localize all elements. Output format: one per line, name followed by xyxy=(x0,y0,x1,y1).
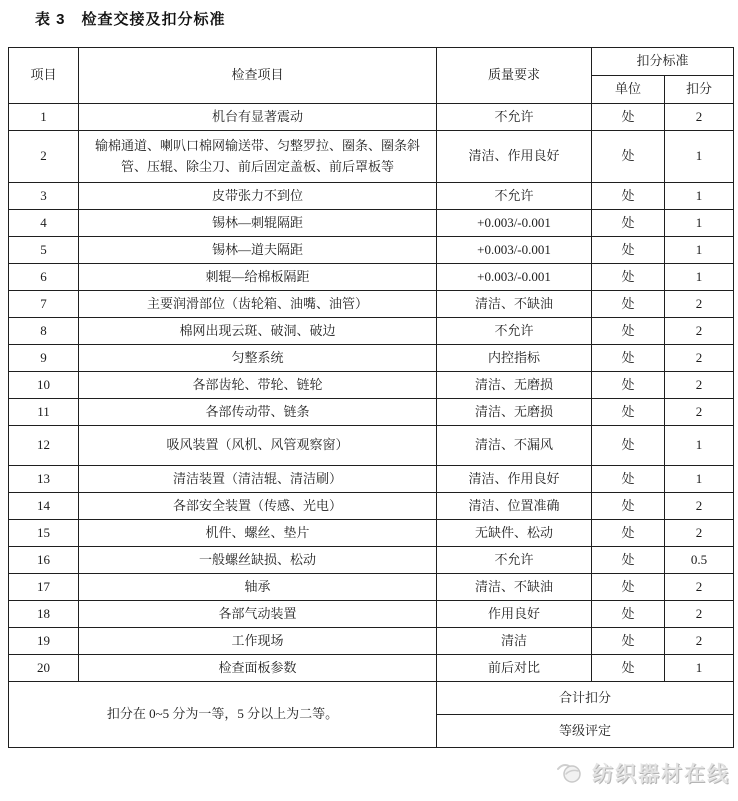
unit-cell: 处 xyxy=(592,264,665,291)
inspection-item-cell: 机台有显著震动 xyxy=(79,104,437,131)
deduction-cell: 1 xyxy=(665,466,734,493)
table-row xyxy=(9,210,734,237)
deduction-cell: 2 xyxy=(665,104,734,131)
total-deduction-cell: 合计扣分 xyxy=(437,682,734,715)
table-row xyxy=(9,655,734,682)
deduction-cell: 2 xyxy=(665,399,734,426)
row-number-cell: 17 xyxy=(9,574,79,601)
quality-requirement-cell: 前后对比 xyxy=(437,655,592,682)
table-header xyxy=(9,48,734,104)
deduction-cell: 2 xyxy=(665,345,734,372)
grade-rating-cell: 等级评定 xyxy=(437,715,734,748)
quality-requirement-cell: 不允许 xyxy=(437,104,592,131)
unit-cell: 处 xyxy=(592,547,665,574)
header-item-no: 项目 xyxy=(9,48,79,104)
deduction-cell: 2 xyxy=(665,493,734,520)
header-deduction: 扣分 xyxy=(665,76,734,104)
unit-cell: 处 xyxy=(592,466,665,493)
unit-cell: 处 xyxy=(592,372,665,399)
inspection-item-cell: 工作现场 xyxy=(79,628,437,655)
inspection-item-cell: 刺辊—给棉板隔距 xyxy=(79,264,437,291)
table-row xyxy=(9,131,734,183)
row-number-cell: 19 xyxy=(9,628,79,655)
inspection-item-cell: 各部气动装置 xyxy=(79,601,437,628)
deduction-cell: 1 xyxy=(665,655,734,682)
row-number-cell: 18 xyxy=(9,601,79,628)
quality-requirement-cell: 内控指标 xyxy=(437,345,592,372)
quality-requirement-cell: 作用良好 xyxy=(437,601,592,628)
inspection-item-cell: 输棉通道、喇叭口棉网输送带、匀整罗拉、圈条、圈条斜管、压辊、除尘刀、前后固定盖板、前后罩板等 xyxy=(79,131,437,183)
unit-cell: 处 xyxy=(592,131,665,183)
unit-cell: 处 xyxy=(592,104,665,131)
row-number-cell: 3 xyxy=(9,183,79,210)
deduction-cell: 2 xyxy=(665,574,734,601)
inspection-item-cell: 锡林—刺辊隔距 xyxy=(79,210,437,237)
table-row xyxy=(9,426,734,466)
deduction-cell: 1 xyxy=(665,131,734,183)
row-number-cell: 13 xyxy=(9,466,79,493)
quality-requirement-cell: 清洁、作用良好 xyxy=(437,131,592,183)
inspection-item-cell: 吸风装置（风机、风管观察窗） xyxy=(79,426,437,466)
table-body xyxy=(9,104,734,682)
unit-cell: 处 xyxy=(592,601,665,628)
table-row xyxy=(9,237,734,264)
deduction-cell: 2 xyxy=(665,520,734,547)
grading-note: 扣分在 0~5 分为一等，5 分以上为二等。 xyxy=(9,682,437,748)
inspection-item-cell: 检查面板参数 xyxy=(79,655,437,682)
quality-requirement-cell: 无缺件、松动 xyxy=(437,520,592,547)
watermark xyxy=(556,758,730,788)
row-number-cell: 12 xyxy=(9,426,79,466)
deduction-cell: 2 xyxy=(665,291,734,318)
unit-cell: 处 xyxy=(592,237,665,264)
row-number-cell: 16 xyxy=(9,547,79,574)
footer-row-total xyxy=(9,682,734,715)
quality-requirement-cell: 清洁、作用良好 xyxy=(437,466,592,493)
deduction-cell: 2 xyxy=(665,601,734,628)
row-number-cell: 5 xyxy=(9,237,79,264)
quality-requirement-cell: 清洁、无磨损 xyxy=(437,372,592,399)
quality-requirement-cell: 清洁、无磨损 xyxy=(437,399,592,426)
deduction-standards-table xyxy=(8,47,734,748)
table-footer xyxy=(9,682,734,748)
row-number-cell: 14 xyxy=(9,493,79,520)
deduction-cell: 2 xyxy=(665,318,734,345)
deduction-cell: 1 xyxy=(665,264,734,291)
deduction-cell: 2 xyxy=(665,628,734,655)
table-row xyxy=(9,520,734,547)
table-row xyxy=(9,291,734,318)
table-row xyxy=(9,345,734,372)
quality-requirement-cell: 不允许 xyxy=(437,183,592,210)
unit-cell: 处 xyxy=(592,493,665,520)
swallow-logo-icon xyxy=(556,761,586,785)
inspection-item-cell: 棉网出现云斑、破洞、破边 xyxy=(79,318,437,345)
deduction-cell: 2 xyxy=(665,372,734,399)
quality-requirement-cell: 清洁、不缺油 xyxy=(437,291,592,318)
table-row xyxy=(9,104,734,131)
inspection-item-cell: 一般螺丝缺损、松动 xyxy=(79,547,437,574)
deduction-cell: 1 xyxy=(665,210,734,237)
quality-requirement-cell: 清洁、不缺油 xyxy=(437,574,592,601)
unit-cell: 处 xyxy=(592,291,665,318)
unit-cell: 处 xyxy=(592,426,665,466)
row-number-cell: 6 xyxy=(9,264,79,291)
row-number-cell: 8 xyxy=(9,318,79,345)
quality-requirement-cell: 不允许 xyxy=(437,547,592,574)
table-row xyxy=(9,547,734,574)
header-unit: 单位 xyxy=(592,76,665,104)
row-number-cell: 1 xyxy=(9,104,79,131)
header-quality-requirement: 质量要求 xyxy=(437,48,592,104)
inspection-item-cell: 各部传动带、链条 xyxy=(79,399,437,426)
unit-cell: 处 xyxy=(592,210,665,237)
table-row xyxy=(9,372,734,399)
inspection-item-cell: 皮带张力不到位 xyxy=(79,183,437,210)
inspection-item-cell: 锡林—道夫隔距 xyxy=(79,237,437,264)
header-deduction-standard: 扣分标准 xyxy=(592,48,734,76)
unit-cell: 处 xyxy=(592,318,665,345)
row-number-cell: 15 xyxy=(9,520,79,547)
inspection-item-cell: 轴承 xyxy=(79,574,437,601)
table-row xyxy=(9,601,734,628)
header-row-1 xyxy=(9,48,734,76)
unit-cell: 处 xyxy=(592,520,665,547)
deduction-cell: 0.5 xyxy=(665,547,734,574)
table-row xyxy=(9,493,734,520)
row-number-cell: 10 xyxy=(9,372,79,399)
deduction-cell: 1 xyxy=(665,183,734,210)
quality-requirement-cell: 清洁 xyxy=(437,628,592,655)
inspection-item-cell: 各部安全装置（传感、光电） xyxy=(79,493,437,520)
table-row xyxy=(9,628,734,655)
inspection-item-cell: 匀整系统 xyxy=(79,345,437,372)
deduction-cell: 1 xyxy=(665,426,734,466)
watermark-text: 纺织器材在线 xyxy=(592,763,730,786)
table-row xyxy=(9,399,734,426)
row-number-cell: 4 xyxy=(9,210,79,237)
unit-cell: 处 xyxy=(592,399,665,426)
table-row xyxy=(9,264,734,291)
table-row xyxy=(9,466,734,493)
inspection-item-cell: 各部齿轮、带轮、链轮 xyxy=(79,372,437,399)
row-number-cell: 11 xyxy=(9,399,79,426)
row-number-cell: 9 xyxy=(9,345,79,372)
unit-cell: 处 xyxy=(592,574,665,601)
row-number-cell: 2 xyxy=(9,131,79,183)
row-number-cell: 20 xyxy=(9,655,79,682)
inspection-item-cell: 主要润滑部位（齿轮箱、油嘴、油管） xyxy=(79,291,437,318)
unit-cell: 处 xyxy=(592,628,665,655)
quality-requirement-cell: 清洁、位置准确 xyxy=(437,493,592,520)
page-title: 表 3 检查交接及扣分标准 xyxy=(35,11,226,28)
quality-requirement-cell: 清洁、不漏风 xyxy=(437,426,592,466)
inspection-item-cell: 机件、螺丝、垫片 xyxy=(79,520,437,547)
quality-requirement-cell: +0.003/-0.001 xyxy=(437,210,592,237)
table-row xyxy=(9,574,734,601)
inspection-item-cell: 清洁装置（清洁辊、清洁刷） xyxy=(79,466,437,493)
table-row xyxy=(9,318,734,345)
quality-requirement-cell: 不允许 xyxy=(437,318,592,345)
header-inspection-item: 检查项目 xyxy=(79,48,437,104)
unit-cell: 处 xyxy=(592,655,665,682)
quality-requirement-cell: +0.003/-0.001 xyxy=(437,237,592,264)
table-row xyxy=(9,183,734,210)
row-number-cell: 7 xyxy=(9,291,79,318)
unit-cell: 处 xyxy=(592,183,665,210)
quality-requirement-cell: +0.003/-0.001 xyxy=(437,264,592,291)
unit-cell: 处 xyxy=(592,345,665,372)
deduction-cell: 1 xyxy=(665,237,734,264)
